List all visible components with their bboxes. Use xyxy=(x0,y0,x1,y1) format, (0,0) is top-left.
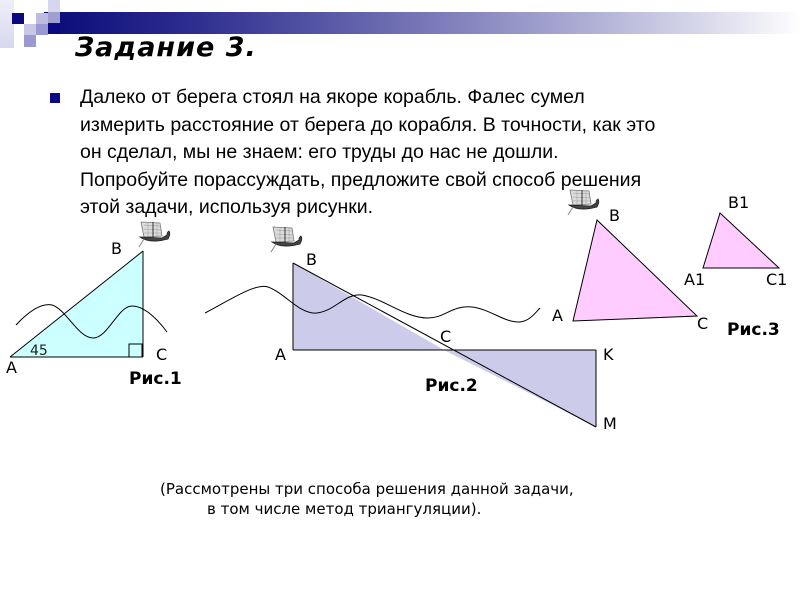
fig3-label-b1: B1 xyxy=(728,193,750,212)
task-text-line: он сделал, мы не знаем: его труды до нас не дошли. xyxy=(80,141,559,163)
fig3-label-b: B xyxy=(609,206,620,225)
fig2-label-c: C xyxy=(440,327,452,346)
fig3-label-c1: C1 xyxy=(766,270,788,289)
fig1-label-a: A xyxy=(6,358,17,377)
fig1-label-b: B xyxy=(111,239,122,258)
fig3-caption: Рис.3 xyxy=(727,320,780,340)
figure-2 xyxy=(205,227,596,427)
fig1-label-c: C xyxy=(156,345,168,364)
fig3-label-a1: A1 xyxy=(684,270,706,289)
fig3-label-a: A xyxy=(552,306,563,325)
fig2-label-k: K xyxy=(603,345,614,364)
slide-title: Задание 3. xyxy=(75,32,257,63)
ship-icon xyxy=(568,190,599,215)
fig2-caption: Рис.2 xyxy=(425,376,478,396)
ship-icon xyxy=(139,222,170,247)
ship-icon xyxy=(271,227,302,252)
fig2-label-m: M xyxy=(603,414,617,433)
solution-note-line-2: в том числе метод триангуляции). xyxy=(207,500,482,518)
fig2-label-b: B xyxy=(306,250,317,269)
task-text-line: Попробуйте порассуждать, предложите свой способ решения xyxy=(80,168,642,191)
fig1-caption: Рис.1 xyxy=(129,369,182,389)
figure-1 xyxy=(10,222,170,357)
solution-note-line-1: (Рассмотрены три способа решения данной задачи, xyxy=(160,480,574,498)
fig1-angle-label: 45 xyxy=(30,343,48,359)
task-text-line: измерить расстояние от берега до корабля. В точности, как это xyxy=(80,113,656,136)
task-text-line: Далеко от берега стоял на якоре корабль. Фалес сумел xyxy=(80,86,585,108)
fig2-label-a: A xyxy=(275,345,286,364)
task-text-line: этой задачи, используя рисунки. xyxy=(80,196,374,218)
fig3-label-c: C xyxy=(697,314,709,333)
